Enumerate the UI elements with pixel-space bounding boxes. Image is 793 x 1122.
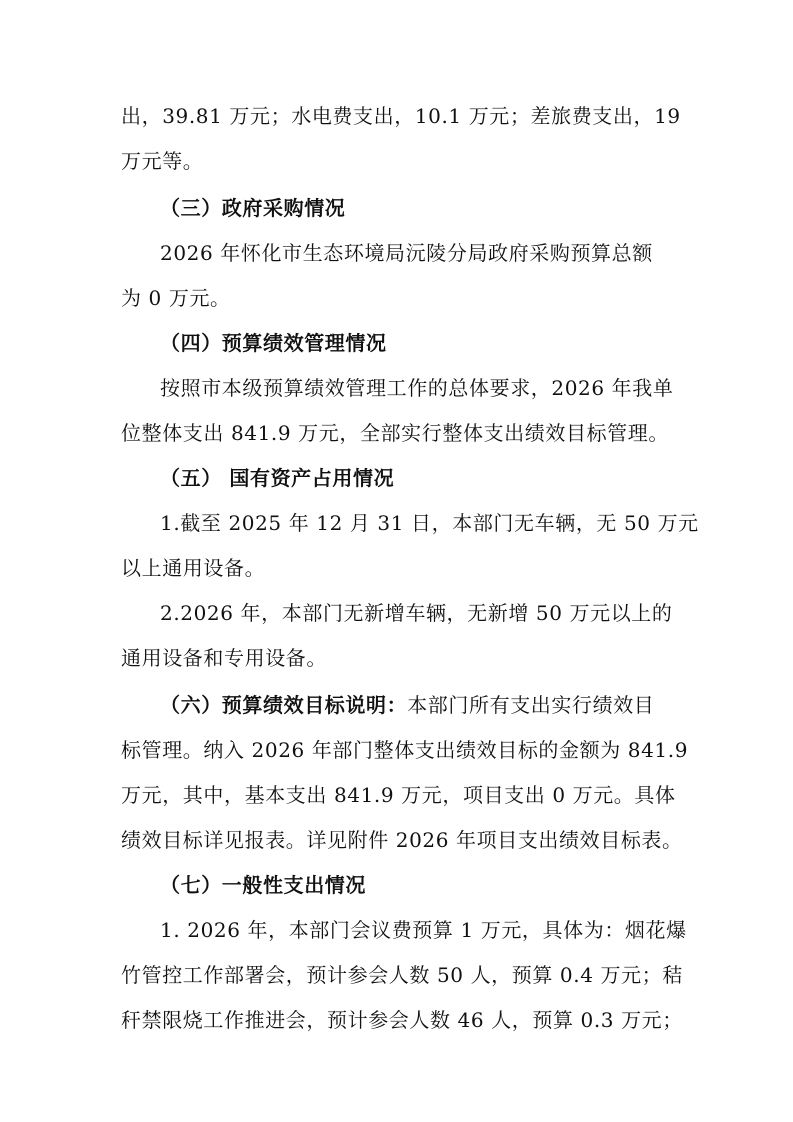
paragraph-line: 万元，其中，基本支出 841.9 万元，项目支出 0 万元。具体 [121, 783, 676, 807]
section-heading-procurement: （三）政府采购情况 [160, 196, 346, 220]
section-heading-targets: （六）预算绩效目标说明： [160, 693, 408, 717]
section-heading-performance: （四）预算绩效管理情况 [160, 331, 387, 355]
paragraph-line: 2026 年怀化市生态环境局沅陵分局政府采购预算总额 [160, 241, 653, 265]
paragraph-line: 2.2026 年，本部门无新增车辆，无新增 50 万元以上的 [160, 601, 673, 625]
paragraph-line: 秆禁限烧工作推进会，预计参会人数 46 人，预算 0.3 万元； [121, 1008, 683, 1032]
paragraph-line: 1.截至 2025 年 12 月 31 日，本部门无车辆，无 50 万元 [160, 511, 699, 535]
paragraph-line-targets [160, 692, 654, 718]
paragraph-line: 通用设备和专用设备。 [121, 646, 327, 670]
paragraph-line: 绩效目标详见报表。详见附件 2026 年项目支出绩效目标表。 [121, 828, 683, 852]
paragraph-line: 以上通用设备。 [121, 556, 266, 580]
paragraph-line: 竹管控工作部署会，预计参会人数 50 人，预算 0.4 万元；秸 [121, 963, 683, 987]
paragraph-line: 标管理。纳入 2026 年部门整体支出绩效目标的金额为 841.9 [121, 738, 689, 762]
paragraph-line: 万元等。 [121, 149, 204, 173]
paragraph-line: 1. 2026 年，本部门会议费预算 1 万元，具体为：烟花爆 [160, 918, 687, 942]
section-heading-assets: （五） 国有资产占用情况 [160, 466, 395, 490]
paragraph-line: 出，39.81 万元；水电费支出，10.1 万元；差旅费支出，19 [121, 104, 681, 128]
paragraph-text: 本部门所有支出实行绩效目 [407, 693, 655, 717]
paragraph-line: 为 0 万元。 [121, 286, 231, 310]
paragraph-line: 按照市本级预算绩效管理工作的总体要求，2026 年我单 [160, 376, 674, 400]
paragraph-line: 位整体支出 841.9 万元，全部实行整体支出绩效目标管理。 [121, 421, 669, 445]
section-heading-general-expenses: （七）一般性支出情况 [160, 873, 366, 897]
